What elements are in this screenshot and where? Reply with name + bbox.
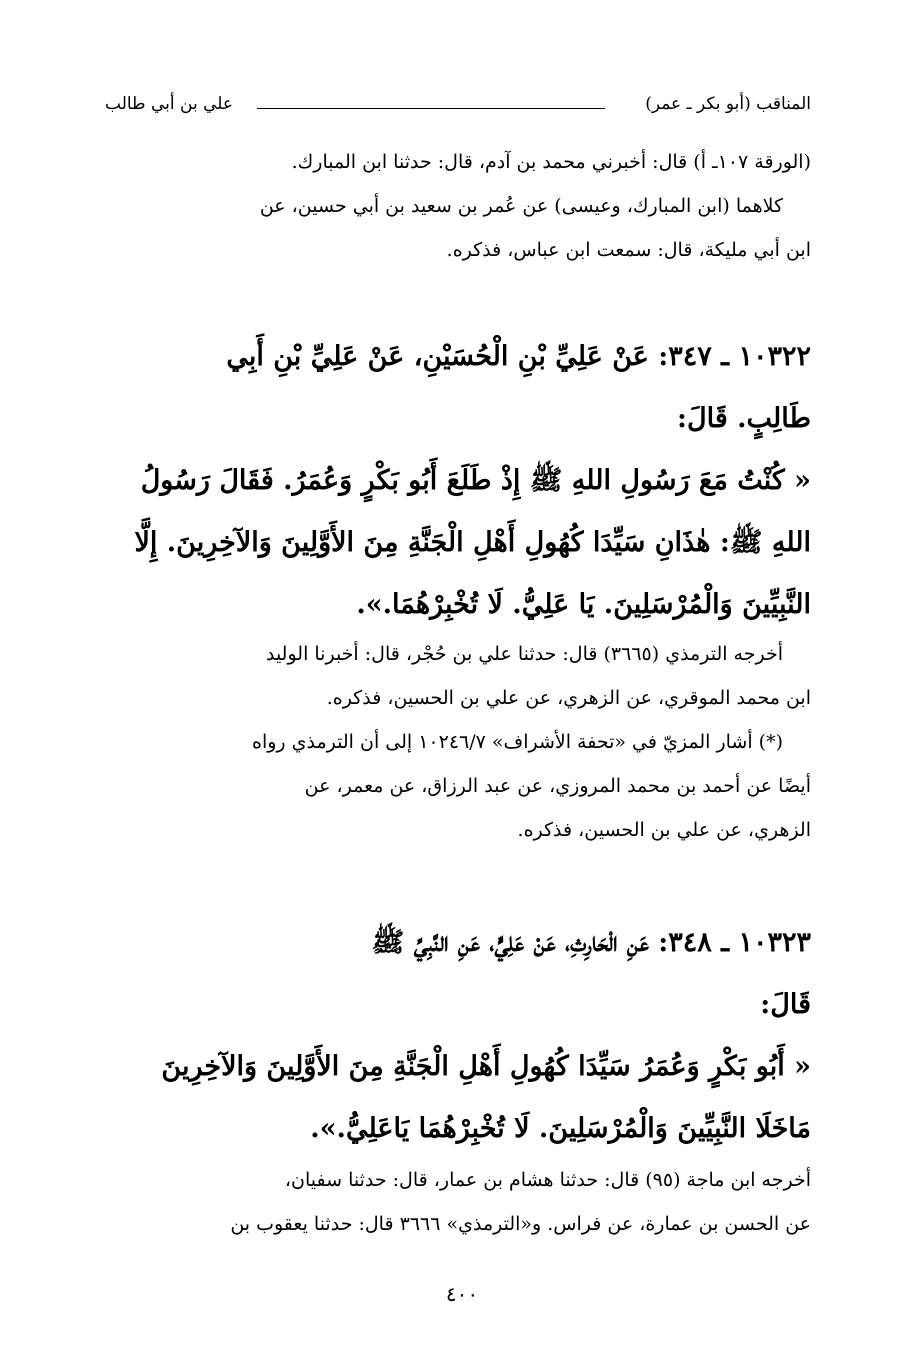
header-section-title: علي بن أبي طالب bbox=[105, 94, 234, 114]
note-line: أيضًا عن أحمد بن محمد المروزي، عن عبد الرزاق، عن معمر، عن bbox=[304, 775, 811, 797]
note-line: (*) أشار المزيّ في «تحفة الأشراف» ١٠٢٤٦/٧ إلى أن الترمذي رواه bbox=[252, 731, 783, 753]
note-line: ابن محمد الموقري، عن الزهري، عن علي بن الحسين، فذكره. bbox=[326, 687, 811, 709]
hadith-348 bbox=[111, 912, 811, 1160]
hadith-text-line: مَاخَلَا النَّبِيِّينَ وَالْمُرْسَلِينَ. لَا تُخْبِرْهُمَا يَاعَلِيُّ.». bbox=[310, 1113, 811, 1144]
hadith-heading-line: طَالِبٍ. قَالَ: bbox=[677, 403, 811, 434]
text-line: كلاهما (ابن المبارك، وعيسى) عن عُمر بن سعيد بن أبي حسين، عن bbox=[259, 195, 783, 217]
hadith-348-notes bbox=[111, 1158, 811, 1246]
page-number: ٤٠٠ bbox=[445, 1282, 479, 1306]
running-header bbox=[105, 94, 811, 124]
hadith-text-line: « أَبُو بَكْرٍ وَعُمَرُ سَيِّدَا كُهُولِ أَهْلِ الْجَنَّةِ مِنَ الأَوَّلِينَ وَالآخِرِينَ bbox=[161, 1051, 811, 1082]
hadith-347 bbox=[111, 326, 811, 636]
source-paragraph bbox=[111, 140, 811, 272]
hadith-text-line: النَّبِيِّينَ وَالْمُرْسَلِينَ. يَا عَلِيُّ. لَا تُخْبِرْهُمَا.». bbox=[356, 589, 811, 620]
hadith-text-line: « كُنْتُ مَعَ رَسُولِ اللهِ ﷺ إِذْ طَلَعَ أَبُو بَكْرٍ وَعُمَرُ. فَقَالَ رَسُولُ bbox=[140, 465, 811, 496]
hadith-heading-line: قَالَ: bbox=[760, 989, 811, 1020]
hadith-heading-line: ١٠٣٢٢ ـ ٣٤٧: عَنْ عَلِيِّ بْنِ الْحُسَيْنِ، عَنْ عَلِيِّ بْنِ أَبِي bbox=[226, 341, 811, 372]
header-chapter-title: المناقب (أبو بكر ـ عمر) bbox=[645, 94, 811, 114]
hadith-text-line: اللهِ ﷺ: هٰذَانِ سَيِّدَا كُهُولِ أَهْلِ الْجَنَّةِ مِنَ الأَوَّلِينَ وَالآخِرِينَ. إِلَّا bbox=[134, 527, 811, 558]
hadith-347-notes bbox=[111, 632, 811, 852]
note-line: أخرجه الترمذي (٣٦٦٥) قال: حدثنا علي بن حُجْر، قال: أخبرنا الوليد bbox=[265, 643, 783, 665]
note-line: عن الحسن بن عمارة، عن فراس. و«الترمذي» ٣٦٦٦ قال: حدثنا يعقوب بن bbox=[230, 1213, 811, 1235]
note-line: أخرجه ابن ماجة (٩٥) قال: حدثنا هشام بن عمار، قال: حدثنا سفيان، bbox=[284, 1169, 811, 1191]
hadith-heading-line: ١٠٣٢٣ ـ ٣٤٨: عَنِ الْحَارِثِ، عَنْ عَلِيٍّ، عَنِ النَّبِيِّ ﷺ bbox=[371, 927, 811, 958]
text-line: ابن أبي مليكة، قال: سمعت ابن عباس، فذكره. bbox=[446, 239, 811, 261]
note-line: الزهري، عن علي بن الحسين، فذكره. bbox=[517, 819, 811, 841]
header-rule bbox=[257, 108, 605, 109]
text-line: (الورقة ١٠٧ـ أ) قال: أخبرني محمد بن آدم، قال: حدثنا ابن المبارك. bbox=[291, 151, 811, 173]
